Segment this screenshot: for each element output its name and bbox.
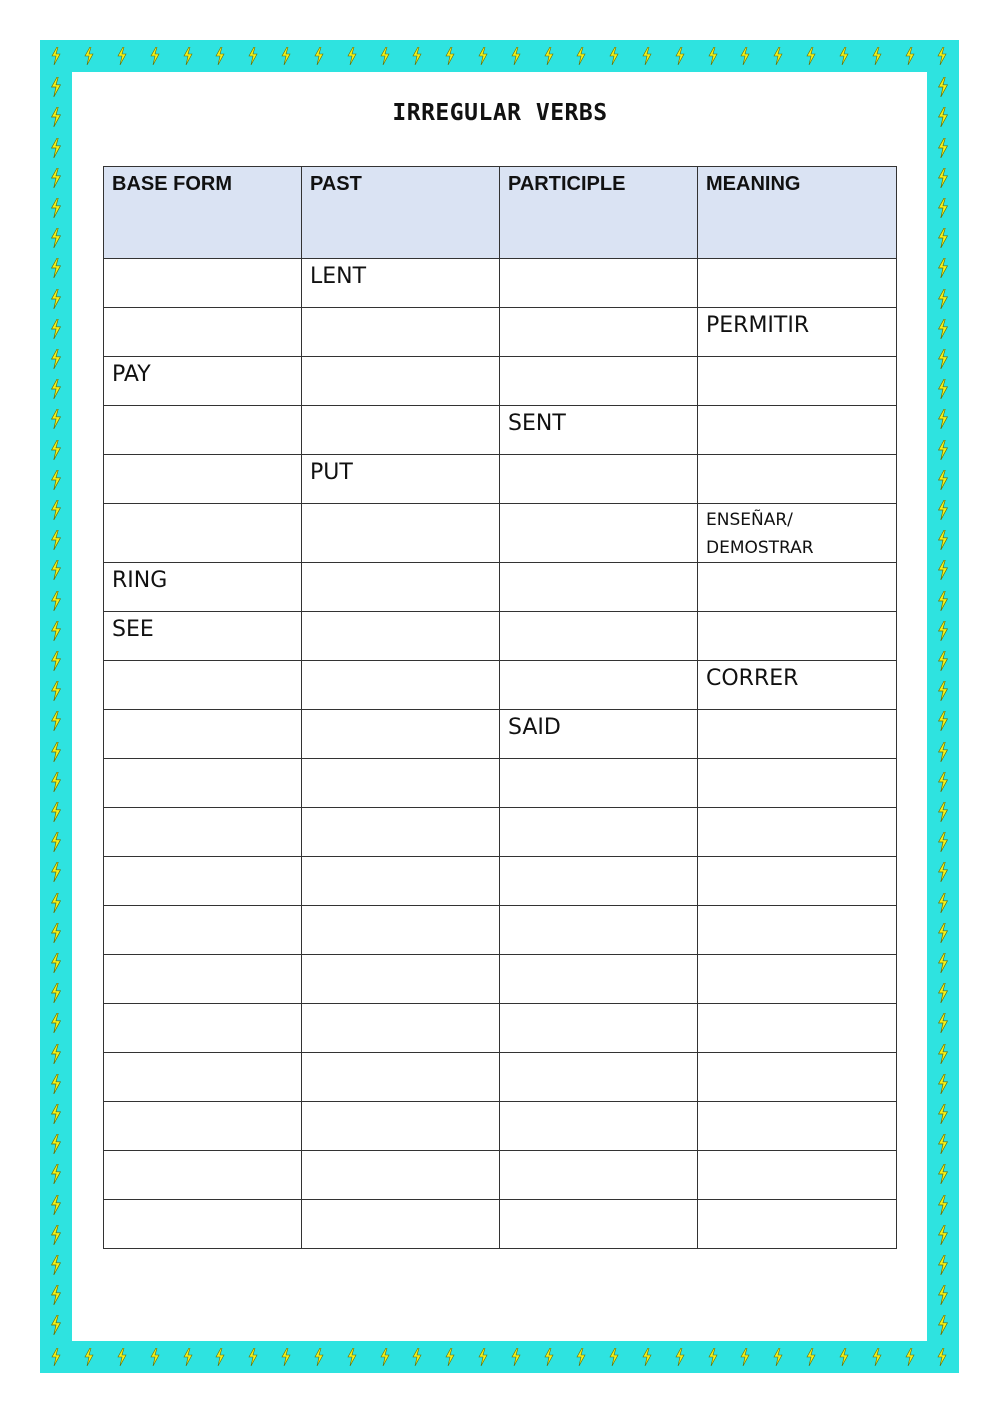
lightning-bolt-icon [937,1044,949,1064]
lightning-bolt-icon [412,47,422,65]
base-form-cell[interactable] [104,1151,302,1200]
base-form-cell[interactable] [104,759,302,808]
table-row [104,1200,897,1249]
lightning-bolt-icon [50,893,62,913]
lightning-bolt-icon [872,47,882,65]
table-row [104,504,897,563]
base-form-cell[interactable] [104,455,302,504]
meaning-cell[interactable] [698,808,897,857]
lightning-bolt-icon [183,47,193,65]
base-form-cell[interactable] [104,955,302,1004]
base-form-cell[interactable] [104,308,302,357]
lightning-bolt-icon [937,470,949,490]
lightning-bolt-icon [50,258,62,278]
lightning-bolt-icon [937,953,949,973]
lightning-bolt-icon [839,47,849,65]
table-row [104,1004,897,1053]
lightning-bolt-icon [50,772,62,792]
meaning-cell[interactable] [698,563,897,612]
table-row [104,1151,897,1200]
lightning-bolt-icon [50,953,62,973]
meaning-cell[interactable] [698,1004,897,1053]
meaning-cell[interactable] [698,612,897,661]
table-row [104,455,897,504]
lightning-bolt-icon [642,47,652,65]
lightning-bolt-icon [937,591,949,611]
participle-cell[interactable] [500,1102,698,1151]
lightning-bolt-icon [50,1285,62,1305]
past-cell[interactable] [302,1004,500,1053]
table-row [104,1102,897,1151]
participle-cell[interactable] [500,612,698,661]
table-body [104,259,897,1249]
lightning-bolt-icon [937,651,949,671]
meaning-cell[interactable] [698,406,897,455]
lightning-bolt-icon [609,1348,619,1366]
participle-cell[interactable] [500,259,698,308]
lightning-bolt-icon [937,711,949,731]
lightning-bolt-icon [50,379,62,399]
past-cell[interactable] [302,308,500,357]
past-cell[interactable] [302,406,500,455]
lightning-bolt-icon [281,47,291,65]
irregular-verbs-table [103,166,897,1249]
lightning-bolt-icon [576,47,586,65]
meaning-cell[interactable] [698,955,897,1004]
lightning-bolt-icon [740,1348,750,1366]
lightning-bolt-icon [50,138,62,158]
table-row [104,612,897,661]
lightning-bolt-icon [248,1348,258,1366]
header-base-form: BASE FORM [104,167,302,259]
base-form-cell[interactable]: SEE [104,612,302,661]
past-cell[interactable] [302,710,500,759]
lightning-bolt-icon [937,1164,949,1184]
lightning-bolt-icon [937,1134,949,1154]
meaning-cell[interactable] [698,759,897,808]
past-cell[interactable] [302,1102,500,1151]
base-form-cell[interactable] [104,1200,302,1249]
lightning-bolt-icon [609,47,619,65]
lightning-bolt-icon [544,1348,554,1366]
lightning-bolt-icon [380,1348,390,1366]
participle-cell[interactable] [500,808,698,857]
lightning-bolt-icon [50,742,62,762]
base-form-cell[interactable] [104,259,302,308]
lightning-bolt-icon [544,47,554,65]
lightning-bolt-icon [937,1285,949,1305]
participle-cell[interactable] [500,504,698,563]
past-cell[interactable] [302,661,500,710]
lightning-bolt-icon [937,319,949,339]
past-cell[interactable] [302,563,500,612]
participle-cell[interactable] [500,1004,698,1053]
table-header-row [104,167,897,259]
lightning-bolt-icon [937,772,949,792]
lightning-bolt-icon [937,560,949,580]
lightning-bolt-icon [937,1104,949,1124]
participle-cell[interactable]: SENT [500,406,698,455]
lightning-bolt-icon [675,47,685,65]
participle-cell[interactable] [500,661,698,710]
past-cell[interactable] [302,504,500,563]
lightning-bolt-icon [937,138,949,158]
lightning-bolt-icon [806,47,816,65]
lightning-bolt-icon [511,1348,521,1366]
lightning-bolt-icon [50,681,62,701]
lightning-bolt-icon [347,1348,357,1366]
lightning-bolt-icon [50,923,62,943]
lightning-bolt-icon [50,711,62,731]
lightning-bolt-icon [50,560,62,580]
lightning-bolt-icon [248,47,258,65]
lightning-bolt-icon [675,1348,685,1366]
lightning-bolt-icon [806,1348,816,1366]
lightning-bolt-icon [937,1074,949,1094]
meaning-cell[interactable]: ENSEÑAR/ DEMOSTRAR [698,504,897,563]
participle-cell[interactable] [500,1200,698,1249]
table-row [104,563,897,612]
lightning-bolt-icon [937,198,949,218]
lightning-bolt-icon [839,1348,849,1366]
meaning-cell[interactable] [698,1200,897,1249]
lightning-bolt-icon [872,1348,882,1366]
base-form-cell[interactable]: PAY [104,357,302,406]
participle-cell[interactable] [500,759,698,808]
lightning-bolt-icon [937,47,947,65]
lightning-bolt-icon [50,1164,62,1184]
meaning-cell[interactable] [698,259,897,308]
lightning-bolt-icon [117,47,127,65]
meaning-cell[interactable] [698,1102,897,1151]
lightning-bolt-icon [50,349,62,369]
lightning-bolt-icon [773,47,783,65]
header-past: PAST [302,167,500,259]
lightning-bolt-icon [50,228,62,248]
lightning-bolt-icon [937,742,949,762]
participle-cell[interactable] [500,357,698,406]
lightning-bolt-icon [905,1348,915,1366]
meaning-cell[interactable] [698,906,897,955]
lightning-bolt-icon [50,1074,62,1094]
lightning-bolt-icon [50,168,62,188]
base-form-cell[interactable] [104,906,302,955]
lightning-bolt-icon [50,1044,62,1064]
base-form-cell[interactable] [104,710,302,759]
past-cell[interactable] [302,1151,500,1200]
table-row [104,710,897,759]
base-form-cell[interactable] [104,661,302,710]
lightning-bolt-icon [937,1013,949,1033]
lightning-bolt-icon [50,319,62,339]
lightning-bolt-icon [937,923,949,943]
lightning-bolt-icon [50,1104,62,1124]
header-meaning: MEANING [698,167,897,259]
past-cell[interactable] [302,357,500,406]
lightning-bolt-icon [84,1348,94,1366]
border-left-bolts [40,72,72,1341]
lightning-bolt-icon [117,1348,127,1366]
lightning-bolt-icon [50,862,62,882]
base-form-cell[interactable] [104,857,302,906]
lightning-bolt-icon [50,409,62,429]
past-cell[interactable]: PUT [302,455,500,504]
participle-cell[interactable] [500,308,698,357]
participle-cell[interactable] [500,455,698,504]
lightning-bolt-icon [937,258,949,278]
lightning-bolt-icon [314,1348,324,1366]
past-cell[interactable] [302,857,500,906]
lightning-bolt-icon [708,1348,718,1366]
table-row [104,857,897,906]
base-form-cell[interactable] [104,1053,302,1102]
past-cell[interactable] [302,759,500,808]
meaning-cell[interactable] [698,1053,897,1102]
meaning-cell[interactable]: PERMITIR [698,308,897,357]
lightning-bolt-icon [50,1013,62,1033]
lightning-bolt-icon [50,440,62,460]
lightning-bolt-icon [937,893,949,913]
table-row [104,661,897,710]
table-row [104,808,897,857]
past-cell[interactable] [302,955,500,1004]
lightning-bolt-icon [50,802,62,822]
participle-cell[interactable] [500,563,698,612]
lightning-bolt-icon [478,1348,488,1366]
lightning-bolt-icon [708,47,718,65]
lightning-bolt-icon [937,228,949,248]
lightning-bolt-icon [478,47,488,65]
lightning-bolt-icon [51,47,61,65]
lightning-bolt-icon [150,1348,160,1366]
lightning-bolt-icon [183,1348,193,1366]
lightning-bolt-icon [50,621,62,641]
table-row [104,259,897,308]
lightning-bolt-icon [50,530,62,550]
past-cell[interactable] [302,906,500,955]
lightning-bolt-icon [937,530,949,550]
lightning-bolt-icon [281,1348,291,1366]
participle-cell[interactable] [500,906,698,955]
lightning-bolt-icon [50,651,62,671]
table-row [104,906,897,955]
lightning-bolt-icon [937,1195,949,1215]
participle-cell[interactable] [500,857,698,906]
lightning-bolt-icon [50,832,62,852]
lightning-bolt-icon [740,47,750,65]
lightning-bolt-icon [412,1348,422,1366]
border-top-bolts [40,40,959,72]
table-row [104,406,897,455]
lightning-bolt-icon [50,1225,62,1245]
lightning-bolt-icon [50,1195,62,1215]
lightning-bolt-icon [50,500,62,520]
meaning-cell[interactable]: CORRER [698,661,897,710]
participle-cell[interactable]: SAID [500,710,698,759]
lightning-bolt-icon [347,47,357,65]
lightning-bolt-icon [511,47,521,65]
past-cell[interactable] [302,1053,500,1102]
lightning-bolt-icon [937,409,949,429]
lightning-bolt-icon [937,862,949,882]
lightning-bolt-icon [50,1255,62,1275]
lightning-bolt-icon [937,983,949,1003]
participle-cell[interactable] [500,955,698,1004]
lightning-bolt-icon [50,198,62,218]
lightning-bolt-icon [937,168,949,188]
page-title: IRREGULAR VERBS [392,100,608,126]
participle-cell[interactable] [500,1053,698,1102]
meaning-cell[interactable] [698,455,897,504]
lightning-bolt-icon [937,1225,949,1245]
table-row [104,1053,897,1102]
lightning-bolt-icon [150,47,160,65]
lightning-bolt-icon [937,500,949,520]
lightning-bolt-icon [937,1348,947,1366]
border-bottom-bolts [40,1341,959,1373]
past-cell[interactable] [302,1200,500,1249]
lightning-bolt-icon [937,1255,949,1275]
lightning-bolt-icon [215,1348,225,1366]
lightning-bolt-icon [445,1348,455,1366]
lightning-bolt-icon [937,77,949,97]
lightning-bolt-icon [215,47,225,65]
base-form-cell[interactable] [104,808,302,857]
base-form-cell[interactable] [104,1004,302,1053]
table-row [104,357,897,406]
participle-cell[interactable] [500,1151,698,1200]
lightning-bolt-icon [905,47,915,65]
meaning-cell[interactable] [698,710,897,759]
lightning-bolt-icon [937,832,949,852]
lightning-bolt-icon [50,289,62,309]
lightning-bolt-icon [937,349,949,369]
lightning-bolt-icon [50,983,62,1003]
lightning-bolt-icon [445,47,455,65]
base-form-cell[interactable] [104,406,302,455]
lightning-bolt-icon [937,621,949,641]
table-row [104,308,897,357]
lightning-bolt-icon [314,47,324,65]
lightning-bolt-icon [773,1348,783,1366]
lightning-bolt-icon [51,1348,61,1366]
lightning-bolt-icon [937,379,949,399]
base-form-cell[interactable]: RING [104,563,302,612]
base-form-cell[interactable] [104,504,302,563]
lightning-bolt-icon [50,1315,62,1335]
meaning-cell[interactable] [698,357,897,406]
header-participle: PARTICIPLE [500,167,698,259]
lightning-bolt-icon [50,470,62,490]
past-cell[interactable] [302,612,500,661]
lightning-bolt-icon [937,289,949,309]
lightning-bolt-icon [937,1315,949,1335]
lightning-bolt-icon [84,47,94,65]
lightning-bolt-icon [380,47,390,65]
lightning-bolt-icon [576,1348,586,1366]
meaning-cell[interactable] [698,1151,897,1200]
lightning-bolt-icon [937,802,949,822]
lightning-bolt-icon [50,1134,62,1154]
meaning-cell[interactable] [698,857,897,906]
table-row [104,955,897,1004]
base-form-cell[interactable] [104,1102,302,1151]
past-cell[interactable]: LENT [302,259,500,308]
lightning-bolt-icon [50,77,62,97]
past-cell[interactable] [302,808,500,857]
lightning-bolt-icon [937,681,949,701]
lightning-bolt-icon [642,1348,652,1366]
lightning-bolt-icon [937,440,949,460]
border-right-bolts [927,72,959,1341]
table-row [104,759,897,808]
lightning-bolt-icon [50,591,62,611]
